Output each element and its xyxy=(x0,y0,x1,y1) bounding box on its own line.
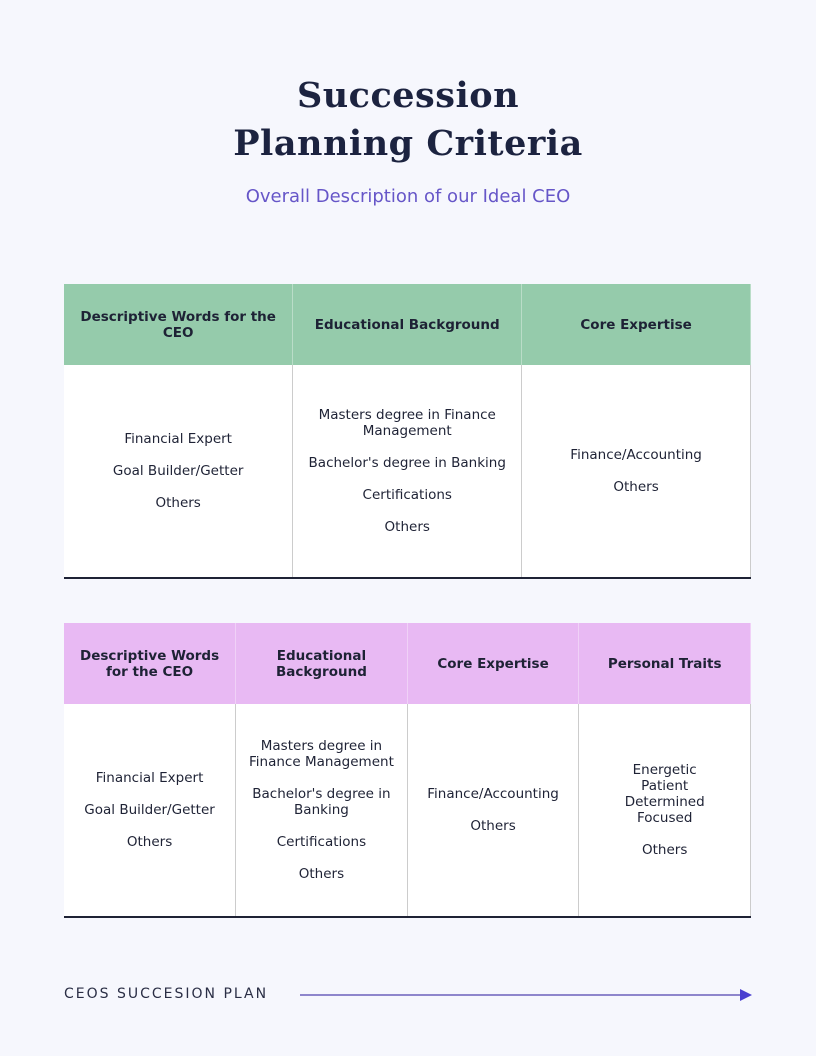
arrow-right-icon xyxy=(740,989,752,1001)
list-item: Others xyxy=(384,519,430,535)
table-cell xyxy=(293,365,522,578)
table-header: Descriptive Words for the CEO xyxy=(64,284,293,365)
list-item: Certifications xyxy=(362,487,452,503)
table-cell xyxy=(64,704,236,917)
table-cell xyxy=(407,704,579,917)
list-item: Others xyxy=(642,842,688,858)
list-item: Others xyxy=(298,866,345,882)
list-item: Energetic Patient Determined Focused xyxy=(624,762,705,826)
table-cell xyxy=(64,365,293,578)
table-header: Core Expertise xyxy=(407,623,579,704)
list-item: Goal Builder/Getter xyxy=(112,463,244,479)
list-item: Masters degree in Finance Management xyxy=(249,738,394,770)
list-item: Others xyxy=(470,818,516,834)
table-cell xyxy=(522,365,751,578)
table-header: Personal Traits xyxy=(579,623,751,704)
list-item: Financial Expert xyxy=(95,770,204,786)
list-item: Finance/Accounting xyxy=(570,447,702,463)
criteria-table-2 xyxy=(64,623,751,918)
list-item: Others xyxy=(126,834,173,850)
table-header: Descriptive Words for the CEO xyxy=(64,623,236,704)
table-header: Educational Background xyxy=(236,623,408,704)
footer-label: CEOS SUCCESION PLAN xyxy=(64,986,269,1002)
arrow-line xyxy=(300,994,742,996)
list-item: Finance/Accounting xyxy=(427,786,559,802)
page-title: Succession Planning Criteria xyxy=(233,75,583,164)
table-cell xyxy=(579,704,751,917)
table-header: Core Expertise xyxy=(522,284,751,365)
list-item: Bachelor's degree in Banking xyxy=(308,455,506,471)
table-header: Educational Background xyxy=(293,284,522,365)
list-item: Others xyxy=(155,495,201,511)
list-item: Certifications xyxy=(276,834,367,850)
table-cell xyxy=(236,704,408,917)
list-item: Goal Builder/Getter xyxy=(84,802,215,818)
list-item: Others xyxy=(613,479,659,495)
list-item: Financial Expert xyxy=(124,431,232,447)
criteria-table-1 xyxy=(64,284,751,579)
page-subtitle: Overall Description of our Ideal CEO xyxy=(245,186,571,207)
list-item: Bachelor's degree in Banking xyxy=(252,786,391,818)
list-item: Masters degree in Finance Management xyxy=(318,407,496,439)
